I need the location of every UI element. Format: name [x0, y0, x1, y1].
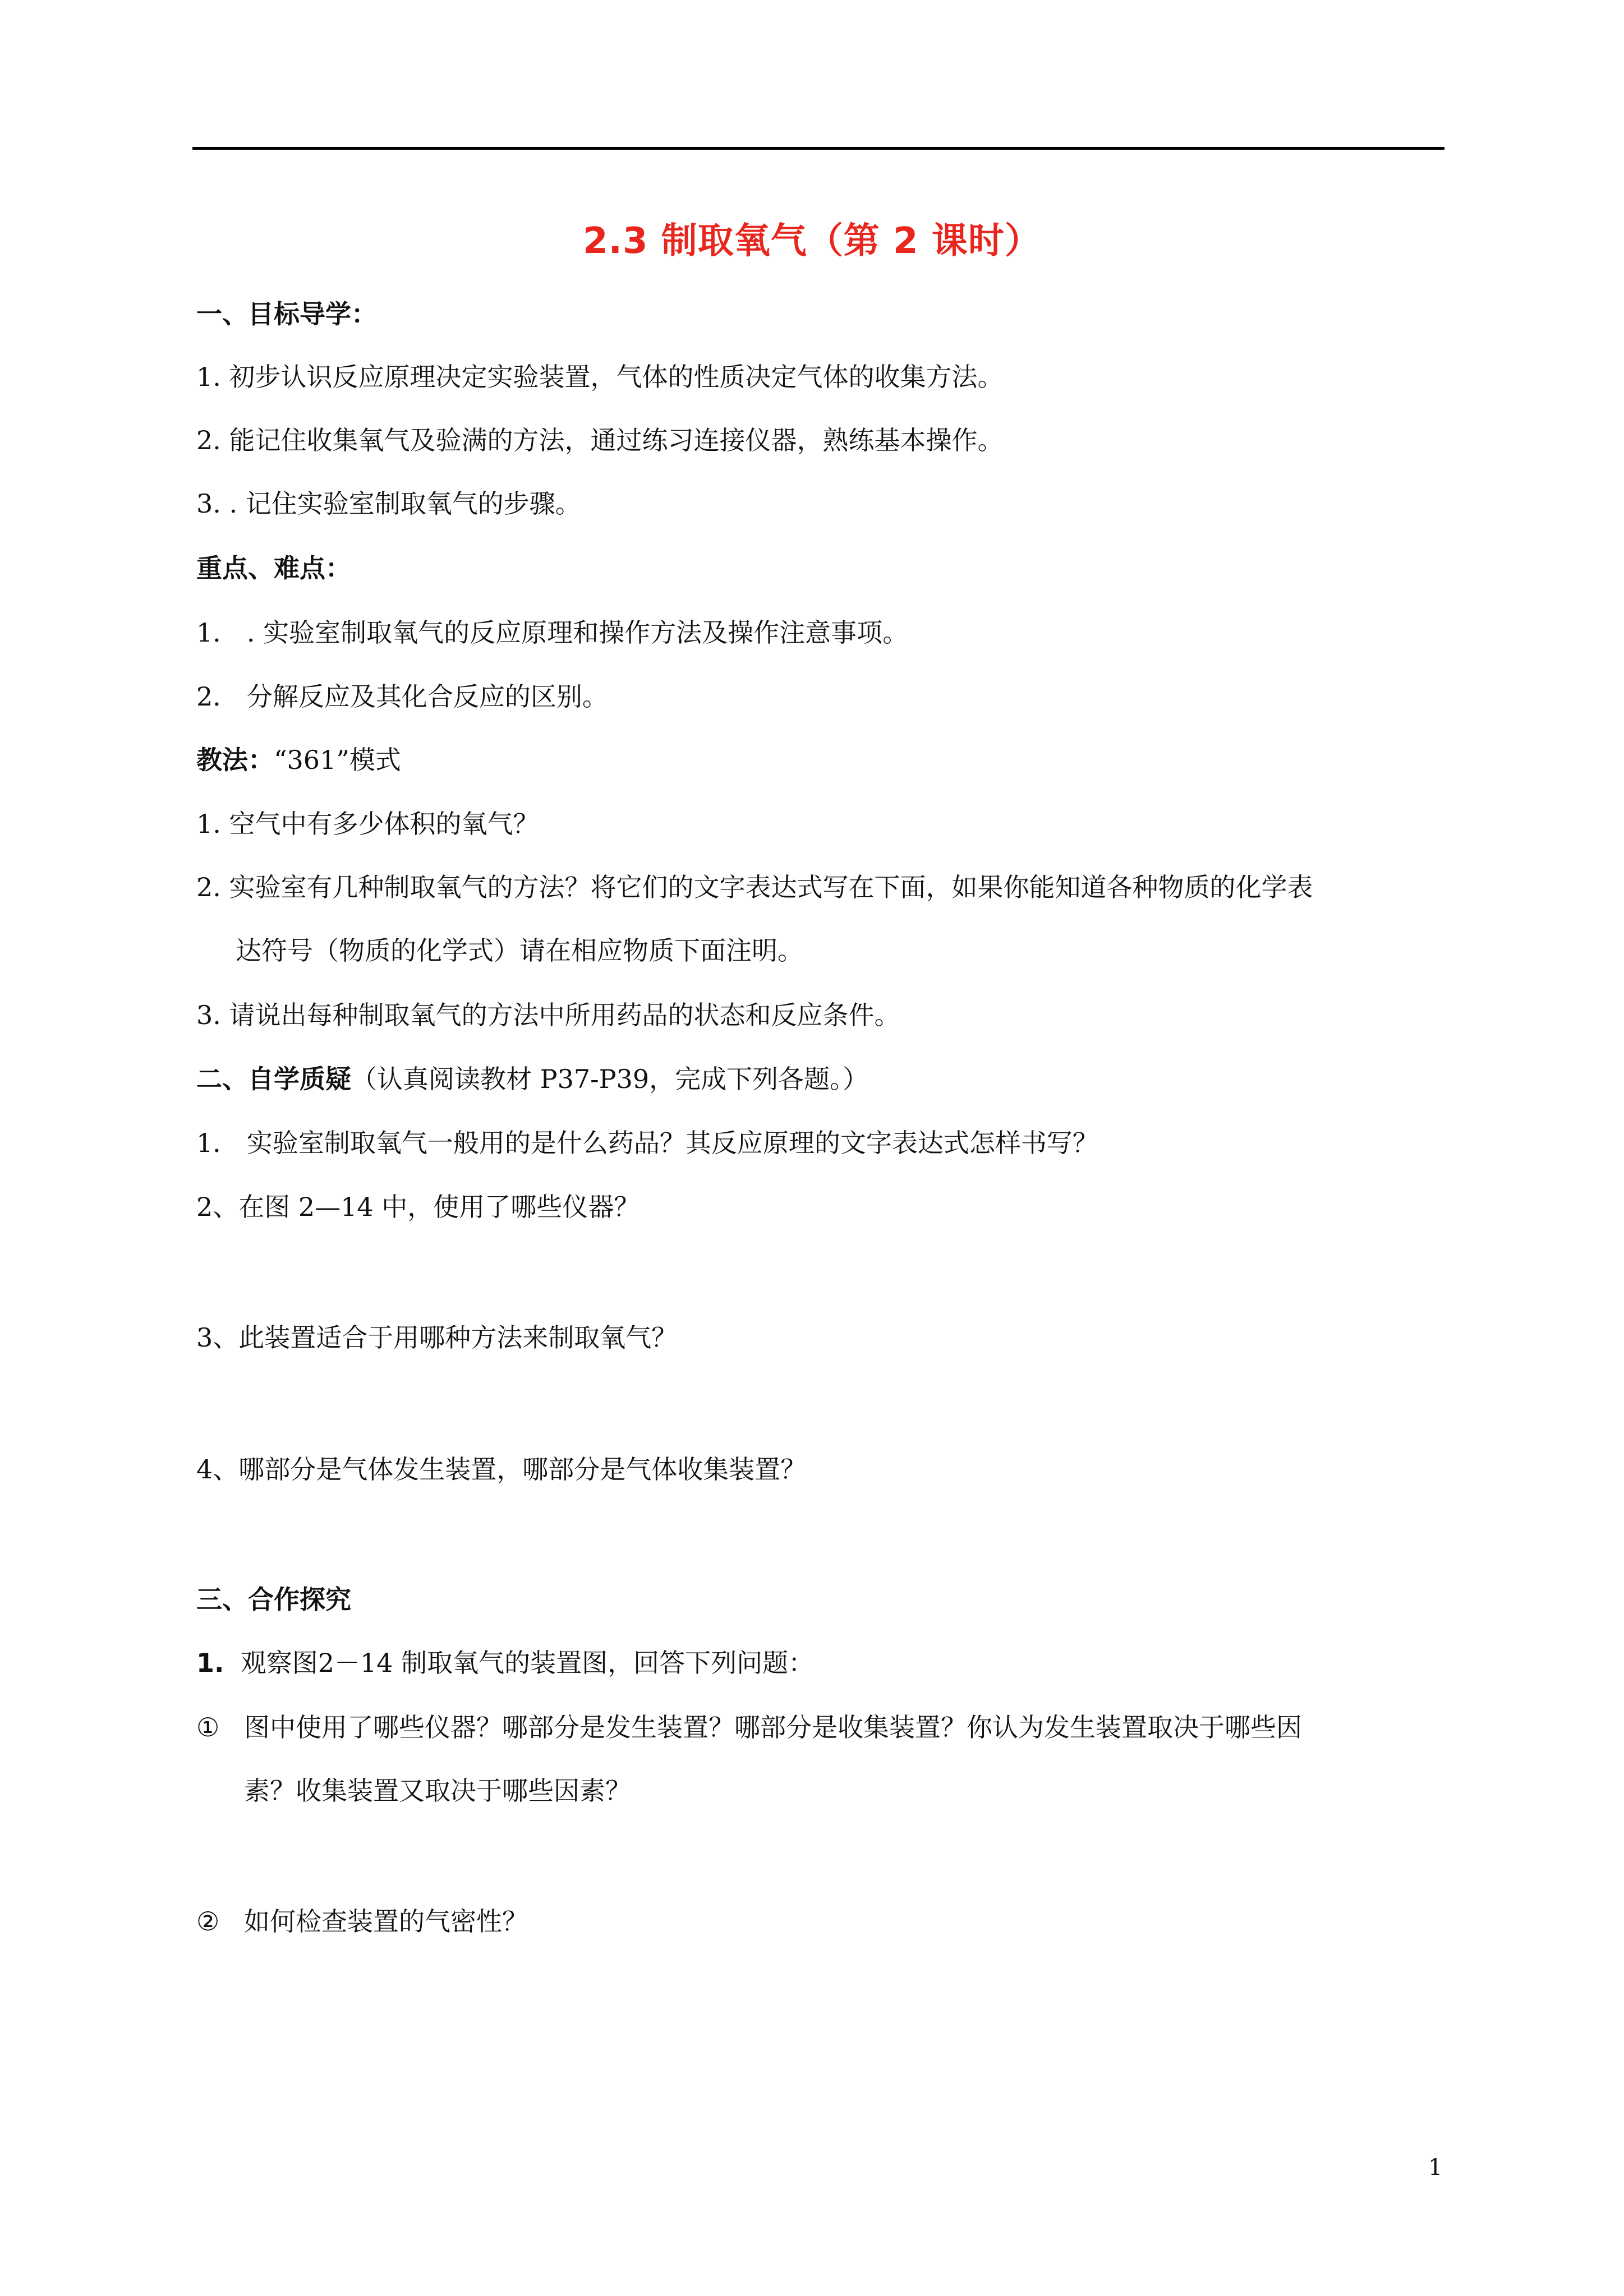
selfstudy-1: 1． 实验室制取氧气一般用的是什么药品？其反应原理的文字表达式怎样书写？	[196, 1128, 1098, 1158]
explore-1	[196, 1646, 814, 1680]
section2-heading-line	[196, 1062, 868, 1096]
question-2-line2: 达符号（物质的化学式）请在相应物质下面注明。	[236, 935, 803, 966]
selfstudy-3: 3、此装置适合于用哪种方法来制取氧气？	[196, 1322, 678, 1353]
section3-heading: 三、合作探究	[196, 1584, 351, 1615]
section1-heading: 一、目标导学：	[196, 299, 377, 329]
objective-3: 3. . 记住实验室制取氧气的步骤。	[196, 488, 581, 519]
explore-1-text: 观察图2－14 制取氧气的装置图，回答下列问题：	[240, 1648, 815, 1678]
keypoints-heading: 重点、难点：	[196, 553, 351, 583]
question-3: 3. 请说出每种制取氧气的方法中所用药品的状态和反应条件。	[196, 1000, 900, 1030]
selfstudy-2: 2、在图 2—14 中，使用了哪些仪器？	[196, 1192, 640, 1222]
selfstudy-4: 4、哪部分是气体发生装置，哪部分是气体收集装置？	[196, 1454, 807, 1484]
objective-2: 2. 能记住收集氧气及验满的方法，通过练习连接仪器，熟练基本操作。	[196, 425, 1004, 455]
page-number: 1	[1428, 2155, 1443, 2180]
question-1: 1. 空气中有多少体积的氧气？	[196, 809, 539, 839]
explore-1-number: 1.	[196, 1648, 224, 1678]
header-rule	[192, 147, 1444, 150]
explore-sub1-mark: ①	[196, 1712, 220, 1742]
keypoint-1: 1． . 实验室制取氧气的反应原理和操作方法及操作注意事项。	[196, 617, 909, 648]
explore-sub1-line2: 素？收集装置又取决于哪些因素？	[244, 1776, 631, 1806]
explore-sub2-text: 如何检查装置的气密性？	[244, 1906, 528, 1937]
keypoint-2: 2． 分解反应及其化合反应的区别。	[196, 681, 608, 712]
section2-heading: 二、自学质疑	[196, 1064, 351, 1094]
objective-1: 1. 初步认识反应原理决定实验装置，气体的性质决定气体的收集方法。	[196, 362, 1004, 392]
explore-sub2-mark: ②	[196, 1906, 220, 1937]
method-line	[196, 743, 401, 777]
section2-note: （认真阅读教材 P37-P39，完成下列各题。）	[351, 1064, 869, 1094]
question-2-line1: 2. 实验室有几种制取氧气的方法？将它们的文字表达式写在下面，如果你能知道各种物质的化学表	[196, 872, 1313, 902]
method-label: 教法：	[196, 745, 274, 775]
method-text: “361”模式	[274, 745, 401, 775]
explore-sub1-line1: 图中使用了哪些仪器？哪部分是发生装置？哪部分是收集装置？你认为发生装置取决于哪些因	[244, 1712, 1302, 1742]
page-title: 2.3 制取氧气（第 2 课时）	[583, 220, 1041, 262]
